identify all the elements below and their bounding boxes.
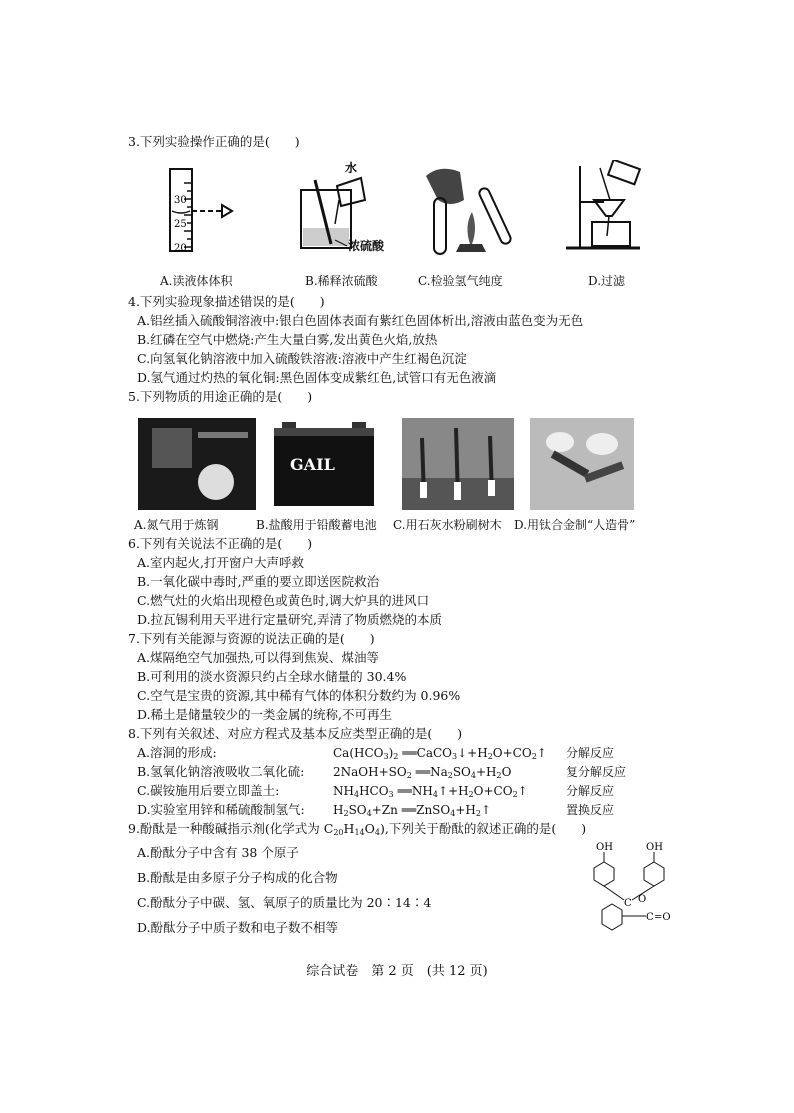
struct-oh-right: OH xyxy=(646,842,663,853)
q6-option-c: C.燃气灶的火焰出现橙色或黄色时,调大炉具的进风口 xyxy=(137,593,430,608)
q7-option-c: C.空气是宝贵的资源,其中稀有气体的体积分数约为 0.96% xyxy=(137,688,461,703)
q8-row-b-desc: B.氢氧化钠溶液吸收二氧化硫: xyxy=(137,764,305,779)
q5-stem: 5.下列物质的用途正确的是( ) xyxy=(128,389,313,404)
q3-caption-c: C.检验氢气纯度 xyxy=(418,274,503,288)
q4-option-c: C.向氢氧化钠溶液中加入硫酸铁溶液:溶液中产生红褐色沉淀 xyxy=(137,351,467,366)
q6-option-d: D.拉瓦锡利用天平进行定量研究,弄清了物质燃烧的本质 xyxy=(137,612,443,627)
q4-option-b: B.红磷在空气中燃烧:产生大量白雾,发出黄色火焰,放热 xyxy=(137,332,438,347)
q8-row-a-desc: A.溶洞的形成: xyxy=(137,745,217,760)
battery-brand: GAIL xyxy=(290,455,335,474)
q4-option-d: D.氢气通过灼热的氧化铜:黑色固体变成紫红色,试管口有无色液滴 xyxy=(137,370,497,385)
q6-option-a: A.室内起火,打开窗户大声呼救 xyxy=(137,555,304,570)
struct-oh-left: OH xyxy=(596,842,613,853)
q5-caption-b: B.盐酸用于铅酸蓄电池 xyxy=(256,518,377,532)
q4-stem: 4.下列实验现象描述错误的是( ) xyxy=(128,294,325,309)
q4-option-a: A.铝丝插入硫酸铜溶液中:银白色固体表面有紫红色固体析出,溶液由蓝色变为无色 xyxy=(137,313,584,328)
q8-equation-c: $NH_4HCO_3$ $══NH_4↑+H_2O+CO_2↑$ xyxy=(333,784,528,799)
label-concentrated-acid: 浓硫酸 xyxy=(348,239,385,253)
phenolphthalein-structure xyxy=(586,840,696,944)
q8-row-c-type: 分解反应 xyxy=(566,784,615,798)
hydrogen-test-figure xyxy=(420,160,530,260)
q3-stem: 3.下列实验操作正确的是( ) xyxy=(128,134,300,149)
eye-icon xyxy=(222,205,232,217)
q8-equation-a: $Ca(HCO_3)_2$ $══CaCO_3↓+H_2O+CO_2↑$ xyxy=(333,746,547,761)
scale-30: 30 xyxy=(174,195,187,206)
trees-photo xyxy=(402,418,514,510)
q8-stem: 8.下列有关叙述、对应方程式及基本反应类型正确的是( ) xyxy=(128,726,463,741)
q6-option-b: B.一氧化碳中毒时,严重的要立即送医院救治 xyxy=(137,574,380,589)
q9-option-d: D.酚酞分子中质子数和电子数不相等 xyxy=(137,920,339,935)
q3-caption-b: B.稀释浓硫酸 xyxy=(305,274,378,288)
page-footer: 综合试卷 第 2 页 (共 12 页) xyxy=(306,964,488,979)
q8-row-a-type: 分解反应 xyxy=(566,746,615,760)
q9-option-c: C.酚酞分子中碳、氢、氧原子的质量比为 20∶14∶4 xyxy=(137,895,432,910)
struct-o-ring: O xyxy=(638,894,647,905)
q8-row-b-type: 复分解反应 xyxy=(566,765,627,779)
q8-row-c-desc: C.碳铵施用后要立即盖土: xyxy=(137,783,280,798)
steelmaking-photo xyxy=(138,418,256,510)
q7-option-b: B.可利用的淡水资源只约占全球水储量的 30.4% xyxy=(137,669,407,684)
scale-25: 25 xyxy=(174,219,187,230)
label-water: 水 xyxy=(345,161,358,175)
q7-stem: 7.下列有关能源与资源的说法正确的是( ) xyxy=(128,631,375,646)
q3-caption-d: D.过滤 xyxy=(588,274,626,288)
q8-row-d-desc: D.实验室用锌和稀硫酸制氢气: xyxy=(137,802,305,817)
q7-option-d: D.稀土是储量较少的一类金属的统称,不可再生 xyxy=(137,707,393,722)
q5-caption-d: D.用钛合金制“人造骨” xyxy=(514,518,636,532)
q6-stem: 6.下列有关说法不正确的是( ) xyxy=(128,536,313,551)
q3-caption-a: A.读液体体积 xyxy=(160,274,233,288)
scale-20: 20 xyxy=(174,243,187,254)
struct-c-center: C xyxy=(624,898,632,909)
q8-equation-b: $2NaOH+SO_2$ $══Na_2SO_4+H_2O$ xyxy=(333,765,512,780)
q9-option-b: B.酚酞是由多原子分子构成的化合物 xyxy=(137,870,338,885)
graduated-cylinder-figure xyxy=(160,165,240,260)
struct-c-carbonyl: C xyxy=(646,912,654,923)
titanium-bone-photo xyxy=(530,418,634,510)
struct-double-o: =O xyxy=(654,912,671,923)
q5-caption-c: C.用石灰水粉刷树木 xyxy=(393,518,502,532)
q8-equation-d: $H_2SO_4+Zn$ $══ZnSO_4+H_2↑$ xyxy=(333,803,492,818)
filtration-figure xyxy=(560,160,660,260)
q7-option-a: A.煤隔绝空气加强热,可以得到焦炭、煤油等 xyxy=(137,650,379,665)
q9-stem: 9.酚酞是一种酸碱指示剂(化学式为 $C_{20}H_{14}O_4$),下列关于酚酞的叙述正确的是( ) xyxy=(128,821,587,837)
q5-caption-a: A.氮气用于炼钢 xyxy=(134,518,219,532)
battery-photo xyxy=(268,418,380,510)
q8-row-d-type: 置换反应 xyxy=(566,803,615,817)
q9-option-a: A.酚酞分子中含有 38 个原子 xyxy=(137,845,299,860)
